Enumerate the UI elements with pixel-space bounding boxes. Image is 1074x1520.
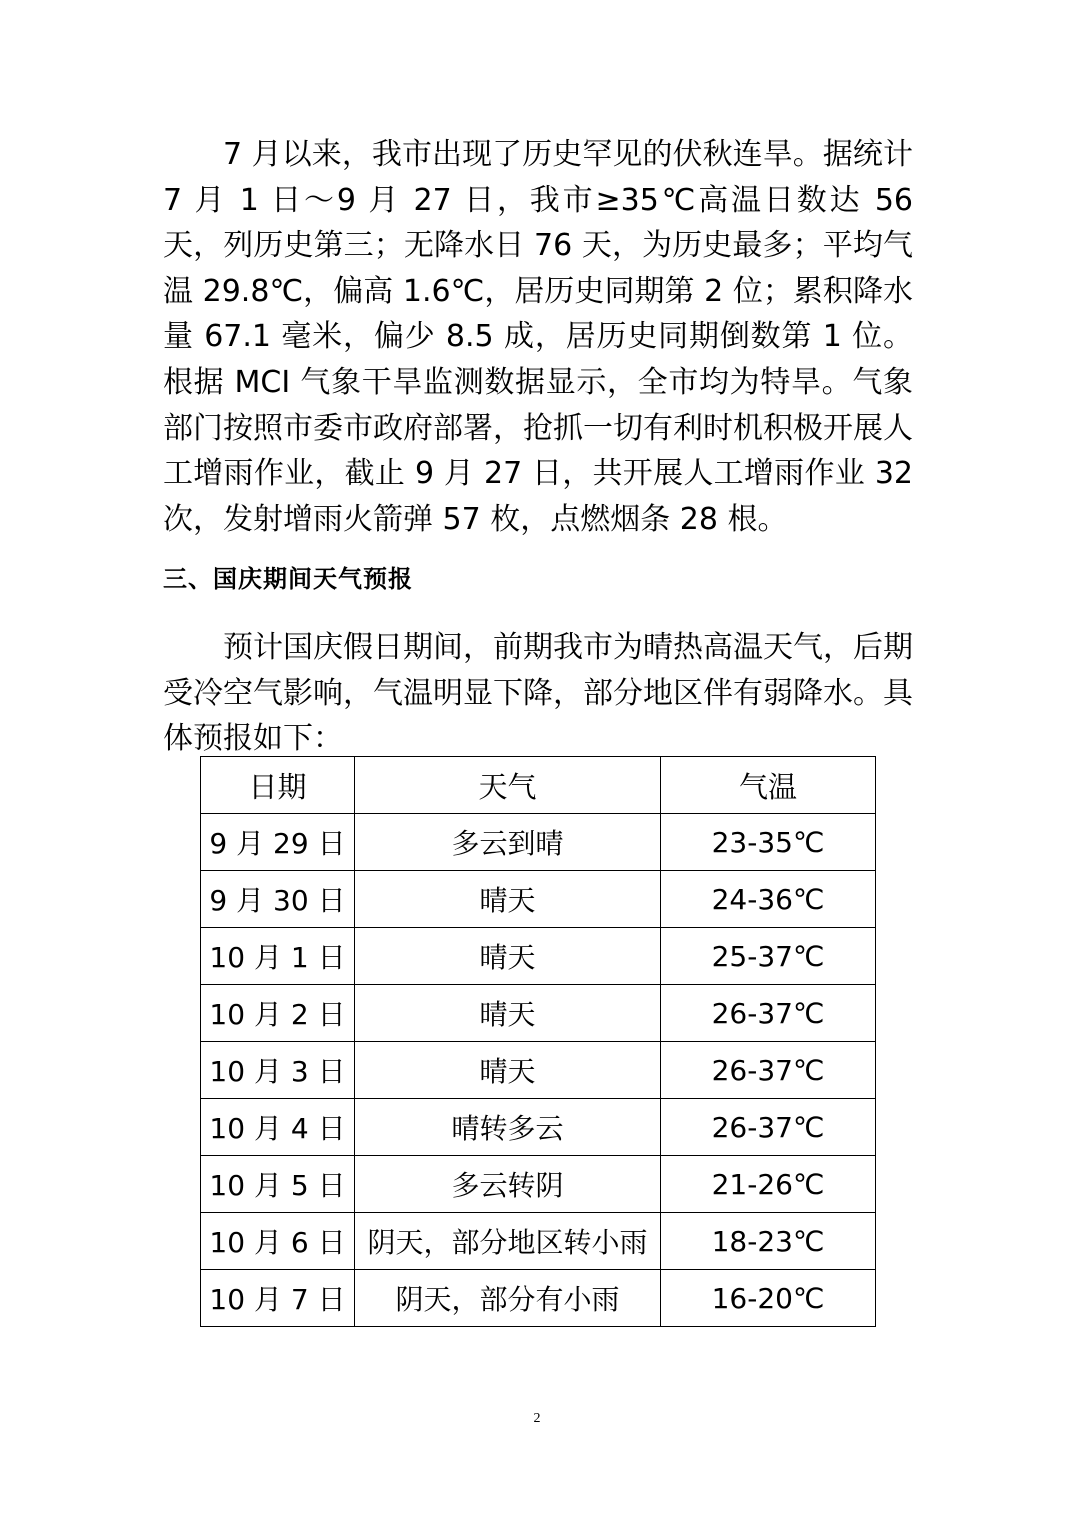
weather-cell: 晴转多云 xyxy=(355,1099,661,1156)
date-cell: 10 月 7 日 xyxy=(201,1270,355,1327)
weather-cell: 晴天 xyxy=(355,985,661,1042)
temperature-cell: 26-37℃ xyxy=(661,985,876,1042)
section-heading: 三、国庆期间天气预报 xyxy=(163,564,413,593)
weather-cell: 晴天 xyxy=(355,1042,661,1099)
header-temperature: 气温 xyxy=(661,757,876,814)
table-header-row xyxy=(201,757,876,814)
weather-cell: 阴天，部分有小雨 xyxy=(355,1270,661,1327)
forecast-table xyxy=(200,756,876,1327)
table-row xyxy=(201,871,876,928)
date-cell: 10 月 6 日 xyxy=(201,1213,355,1270)
date-cell: 10 月 4 日 xyxy=(201,1099,355,1156)
page-number: 2 xyxy=(533,1411,541,1426)
table-row xyxy=(201,985,876,1042)
temperature-cell: 26-37℃ xyxy=(661,1042,876,1099)
drought-summary-paragraph: 7 月以来，我市出现了历史罕见的伏秋连旱。据统计 7 月 1 日～9 月 27 日，我市≥35℃高温日数达 56 天，列历史第三；无降水日 76 天，为历史最多；平均气温 29.8℃，偏高 1.6℃，居历史同期第 2 位；累积降水量 67.1 毫米，偏少 8.5 成，居历史同期倒数第 1 位。根据 MCI 气象干旱监测数据显示，全市均为特旱。气象部门按照市委市政府部署，抢抓一切有利时机积极开展人工增雨作业，截止 9 月 27 日，共开展人工增雨作业 32 次，发射增雨火箭弹 57 枚，点燃烟条 28 根。 xyxy=(163,137,913,537)
weather-cell: 晴天 xyxy=(355,871,661,928)
date-cell: 10 月 1 日 xyxy=(201,928,355,985)
temperature-cell: 16-20℃ xyxy=(661,1270,876,1327)
forecast-intro-paragraph: 预计国庆假日期间，前期我市为晴热高温天气，后期受冷空气影响，气温明显下降，部分地区伴有弱降水。具体预报如下： xyxy=(163,630,913,757)
temperature-cell: 24-36℃ xyxy=(661,871,876,928)
temperature-cell: 26-37℃ xyxy=(661,1099,876,1156)
date-cell: 9 月 29 日 xyxy=(201,814,355,871)
table-row xyxy=(201,1270,876,1327)
header-weather: 天气 xyxy=(355,757,661,814)
weather-cell: 晴天 xyxy=(355,928,661,985)
temperature-cell: 25-37℃ xyxy=(661,928,876,985)
weather-cell: 多云到晴 xyxy=(355,814,661,871)
weather-cell: 多云转阴 xyxy=(355,1156,661,1213)
date-cell: 10 月 5 日 xyxy=(201,1156,355,1213)
table-row xyxy=(201,814,876,871)
table-row xyxy=(201,1099,876,1156)
date-cell: 9 月 30 日 xyxy=(201,871,355,928)
table-row xyxy=(201,1213,876,1270)
date-cell: 10 月 2 日 xyxy=(201,985,355,1042)
table-row xyxy=(201,1156,876,1213)
weather-cell: 阴天，部分地区转小雨 xyxy=(355,1213,661,1270)
table-row xyxy=(201,1042,876,1099)
temperature-cell: 18-23℃ xyxy=(661,1213,876,1270)
temperature-cell: 21-26℃ xyxy=(661,1156,876,1213)
temperature-cell: 23-35℃ xyxy=(661,814,876,871)
header-date: 日期 xyxy=(201,757,355,814)
table-row xyxy=(201,928,876,985)
date-cell: 10 月 3 日 xyxy=(201,1042,355,1099)
